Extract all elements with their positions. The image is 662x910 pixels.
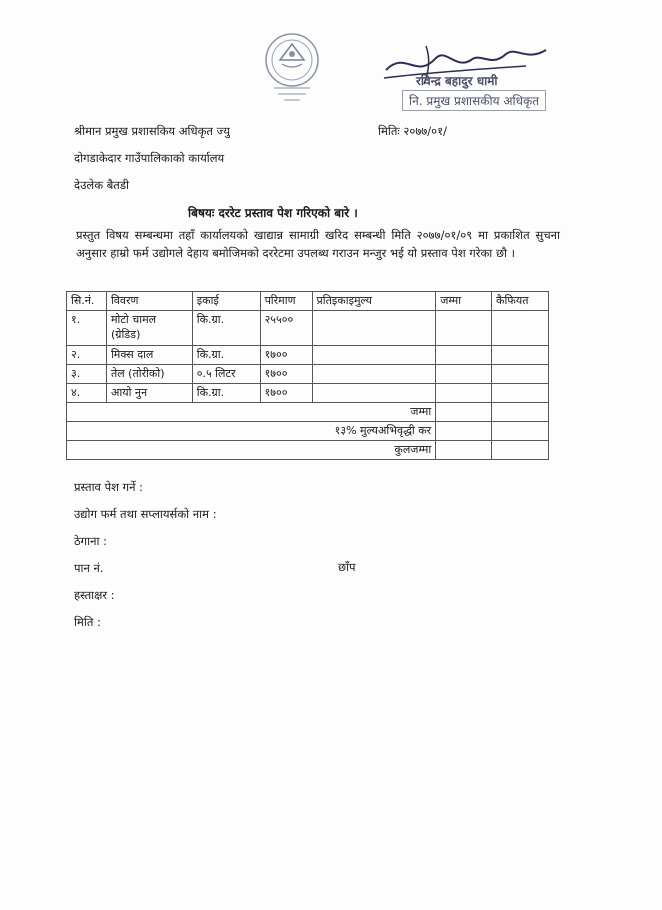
table-row <box>67 384 549 403</box>
cell-desc: मिक्स दाल <box>106 346 192 365</box>
table-header-row <box>67 292 549 311</box>
cell-rate <box>312 384 436 403</box>
stamp-label: छाँप <box>338 560 356 574</box>
table-row <box>67 346 549 365</box>
cell-qty: २५५०० <box>260 311 312 346</box>
cell-desc: मोटो चामल (ग्रेडिड) <box>106 311 192 346</box>
addressee-line-3: देउलेक बैतडी <box>74 178 129 192</box>
cell-unit: ०.५ लिटर <box>192 365 260 384</box>
addressee-line-1: श्रीमान प्रमुख प्रशासकिय अधिकृत ज्यु <box>74 124 230 138</box>
col-header: सि.नं. <box>67 292 107 311</box>
cell-desc: तेल (तोरीको) <box>106 365 192 384</box>
cell-remarks <box>492 384 549 403</box>
vat-row <box>67 422 549 441</box>
col-header: परिमाण <box>260 292 312 311</box>
cell-unit: कि.ग्रा. <box>192 384 260 403</box>
grand-total-label: कुलजम्मा <box>67 441 436 460</box>
cell-unit: कि.ग्रा. <box>192 311 260 346</box>
office-seal-icon <box>260 30 324 104</box>
total-amount <box>436 403 492 422</box>
cell-remarks <box>492 311 549 346</box>
addressee-line-2: दोगडाकेदार गाउँपालिकाको कार्यालय <box>74 151 225 165</box>
col-header: कैफियत <box>492 292 549 311</box>
col-header: विवरण <box>106 292 192 311</box>
table-row <box>67 365 549 384</box>
cell-rate <box>312 365 436 384</box>
cell-qty: १७०० <box>260 346 312 365</box>
grand-total-amount <box>436 441 492 460</box>
cell-remarks <box>492 365 549 384</box>
cell-sn: ३. <box>67 365 107 384</box>
items-table <box>66 291 549 460</box>
cell-desc: आयो नुन <box>106 384 192 403</box>
cell-amount <box>436 311 492 346</box>
cell-qty: १७०० <box>260 384 312 403</box>
vat-amount <box>436 422 492 441</box>
total-remarks <box>492 403 549 422</box>
vat-label: १३% मुल्यअभिवृद्धी कर <box>67 422 436 441</box>
signature-label: हस्ताक्षर : <box>74 588 115 602</box>
grand-total-row <box>67 441 549 460</box>
cell-amount <box>436 365 492 384</box>
signature-title: नि. प्रमुख प्रशासकीय अधिकृत <box>402 90 546 111</box>
signature-stamp <box>376 40 562 116</box>
col-header: प्रतिइकाइमुल्य <box>312 292 436 311</box>
cell-remarks <box>492 346 549 365</box>
proposer-label: प्रस्ताव पेश गर्ने : <box>74 480 143 494</box>
total-label: जम्मा <box>67 403 436 422</box>
col-header: जम्मा <box>436 292 492 311</box>
date-label: मिति : <box>74 615 101 629</box>
total-row <box>67 403 549 422</box>
letter-subject: बिषयः दररेट प्रस्ताव पेश गरिएको बारे । <box>188 206 358 220</box>
cell-rate <box>312 346 436 365</box>
letter-date: मितिः २०७७/०१/ <box>378 124 447 138</box>
cell-unit: कि.ग्रा. <box>192 346 260 365</box>
cell-amount <box>436 384 492 403</box>
col-header: इकाई <box>192 292 260 311</box>
firm-name-label: उद्योग फर्म तथा सप्लायर्सको नाम : <box>74 507 217 521</box>
pan-label: पान नं. <box>74 561 104 575</box>
signature-name: रविन्द्र बहादुर धामी <box>416 74 498 88</box>
cell-sn: १. <box>67 311 107 346</box>
cell-rate <box>312 311 436 346</box>
table-row <box>67 311 549 346</box>
address-label: ठेगाना : <box>74 534 108 548</box>
vat-remarks <box>492 422 549 441</box>
letter-body: प्रस्तुत विषय सम्बन्धमा तहाँ कार्यालयको खाद्यान्न सामाग्री खरिद सम्बन्धी मिति २०७७/०१/०९ मा प्रकाशित सुचना अनुसार हाम्रो फर्म उद्योगले देहाय बमोजिमको दररेटमा उपलब्ध गराउन मन्जुर भई यो प्रस्ताव पेश गरेका छौ । <box>76 228 560 260</box>
cell-amount <box>436 346 492 365</box>
cell-sn: ४. <box>67 384 107 403</box>
grand-total-remarks <box>492 441 549 460</box>
cell-qty: १७०० <box>260 365 312 384</box>
cell-sn: २. <box>67 346 107 365</box>
